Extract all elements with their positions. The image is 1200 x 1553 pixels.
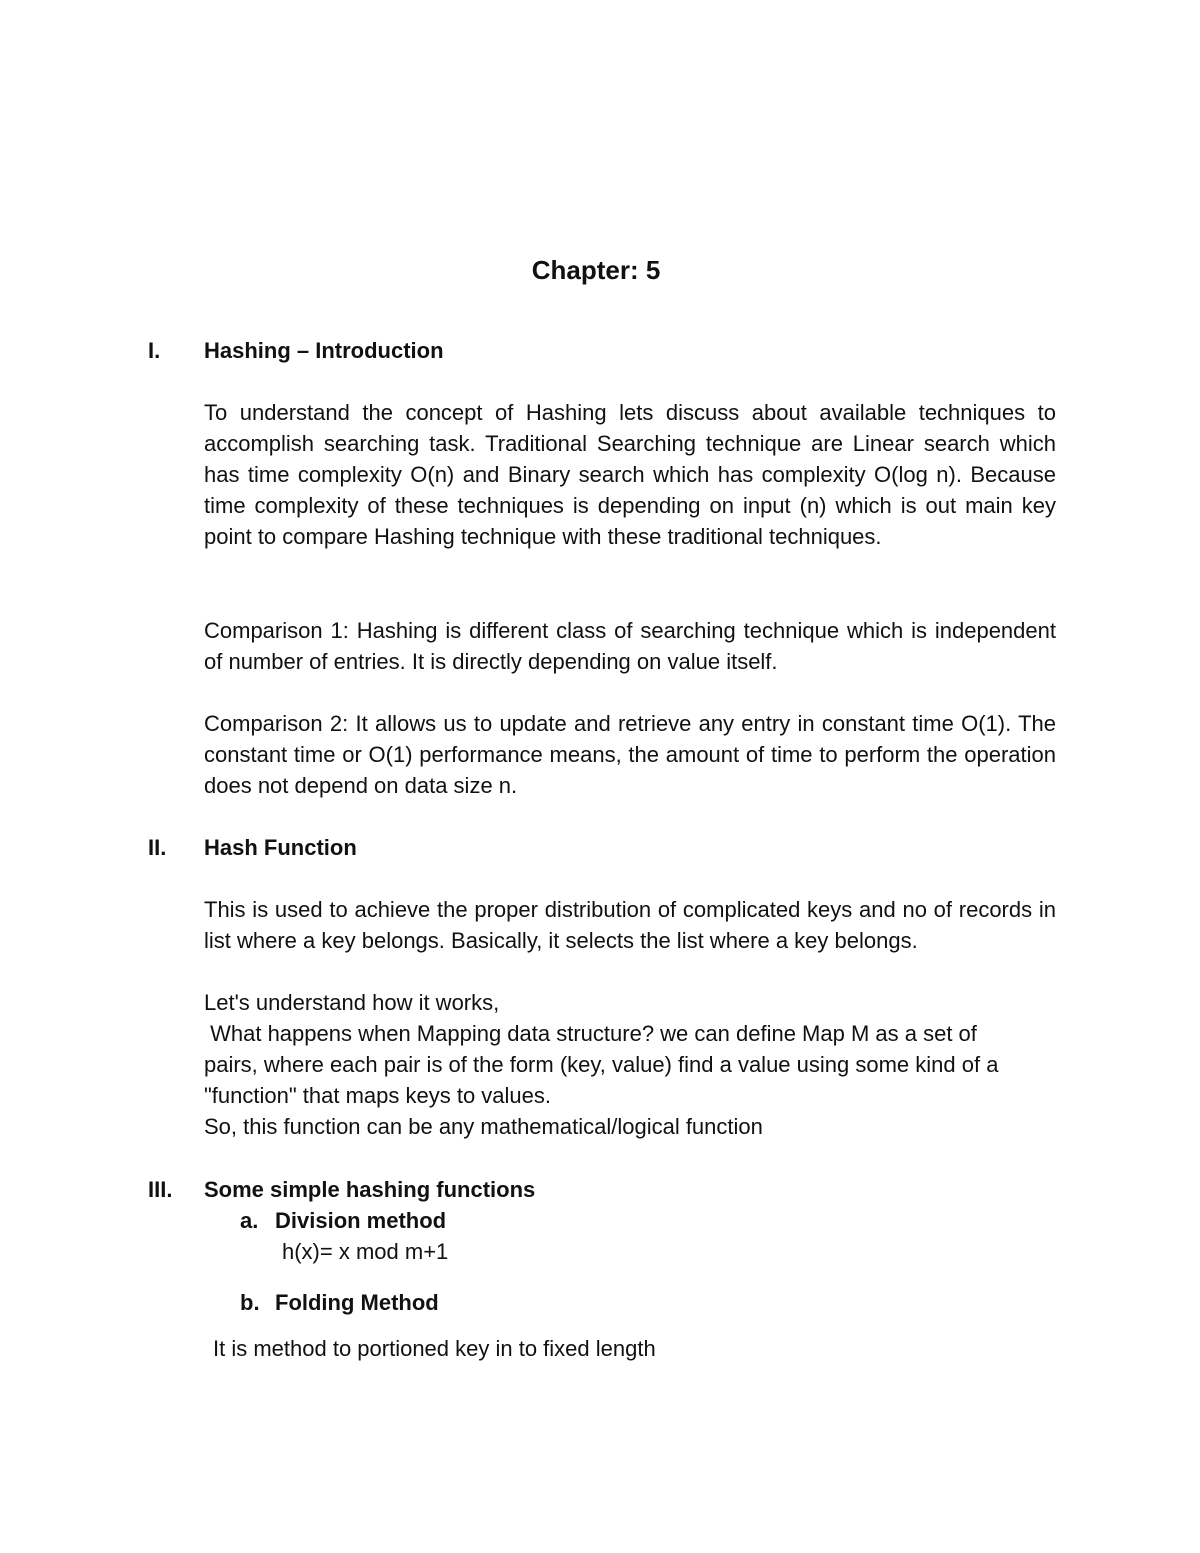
section-2-line-1: Let's understand how it works, [204,990,500,1015]
subsection-b-heading: Folding Method [275,1290,439,1315]
section-2-line-4: "function" that maps keys to values. [204,1083,552,1108]
section-1-paragraph-comparison-1: Comparison 1: Hashing is different class of searching technique which is independent of number of entries. It is directly depending on value itself. [204,618,1056,675]
section-2-paragraph: This is used to achieve the proper distribution of complicated keys and no of records in list where a key belongs. Basically, it selects the list where a key belongs. [204,897,1056,954]
section-3-numeral: III. [148,1177,173,1202]
section-1-paragraph-intro: To understand the concept of Hashing lets discuss about available techniques to accomplish searching task. Traditional Searching technique are Linear search which has time complexity O(n) and Binary search which has complexity O(log n). Because time complexity of these techniques is depending on input (n) which is out main key point to compare Hashing technique with these traditional techniques. [204,400,1056,550]
section-2-line-5: So, this function can be any mathematical/logical function [204,1114,763,1139]
chapter-title: Chapter: 5 [531,255,661,285]
folding-method-text: It is method to portioned key in to fixed length [213,1336,656,1361]
subsection-a-heading: Division method [275,1208,447,1233]
section-2-numeral: II. [148,835,167,860]
section-2-line-3: pairs, where each pair is of the form (key, value) find a value using some kind of a [204,1052,999,1077]
section-2-heading: Hash Function [204,835,357,860]
section-1-numeral: I. [148,338,161,363]
section-1-heading: Hashing – Introduction [204,338,444,363]
section-2-line-2: What happens when Mapping data structure? we can define Map M as a set of [204,1021,977,1046]
subsection-a-letter: a. [240,1208,259,1233]
subsection-b-letter: b. [240,1290,260,1315]
section-3-heading: Some simple hashing functions [204,1177,536,1202]
division-method-formula: h(x)= x mod m+1 [282,1239,449,1264]
section-1-paragraph-comparison-2: Comparison 2: It allows us to update and retrieve any entry in constant time O(1). The constant time or O(1) performance means, the amount of time to perform the operation does not depend on data size n. [204,711,1056,799]
